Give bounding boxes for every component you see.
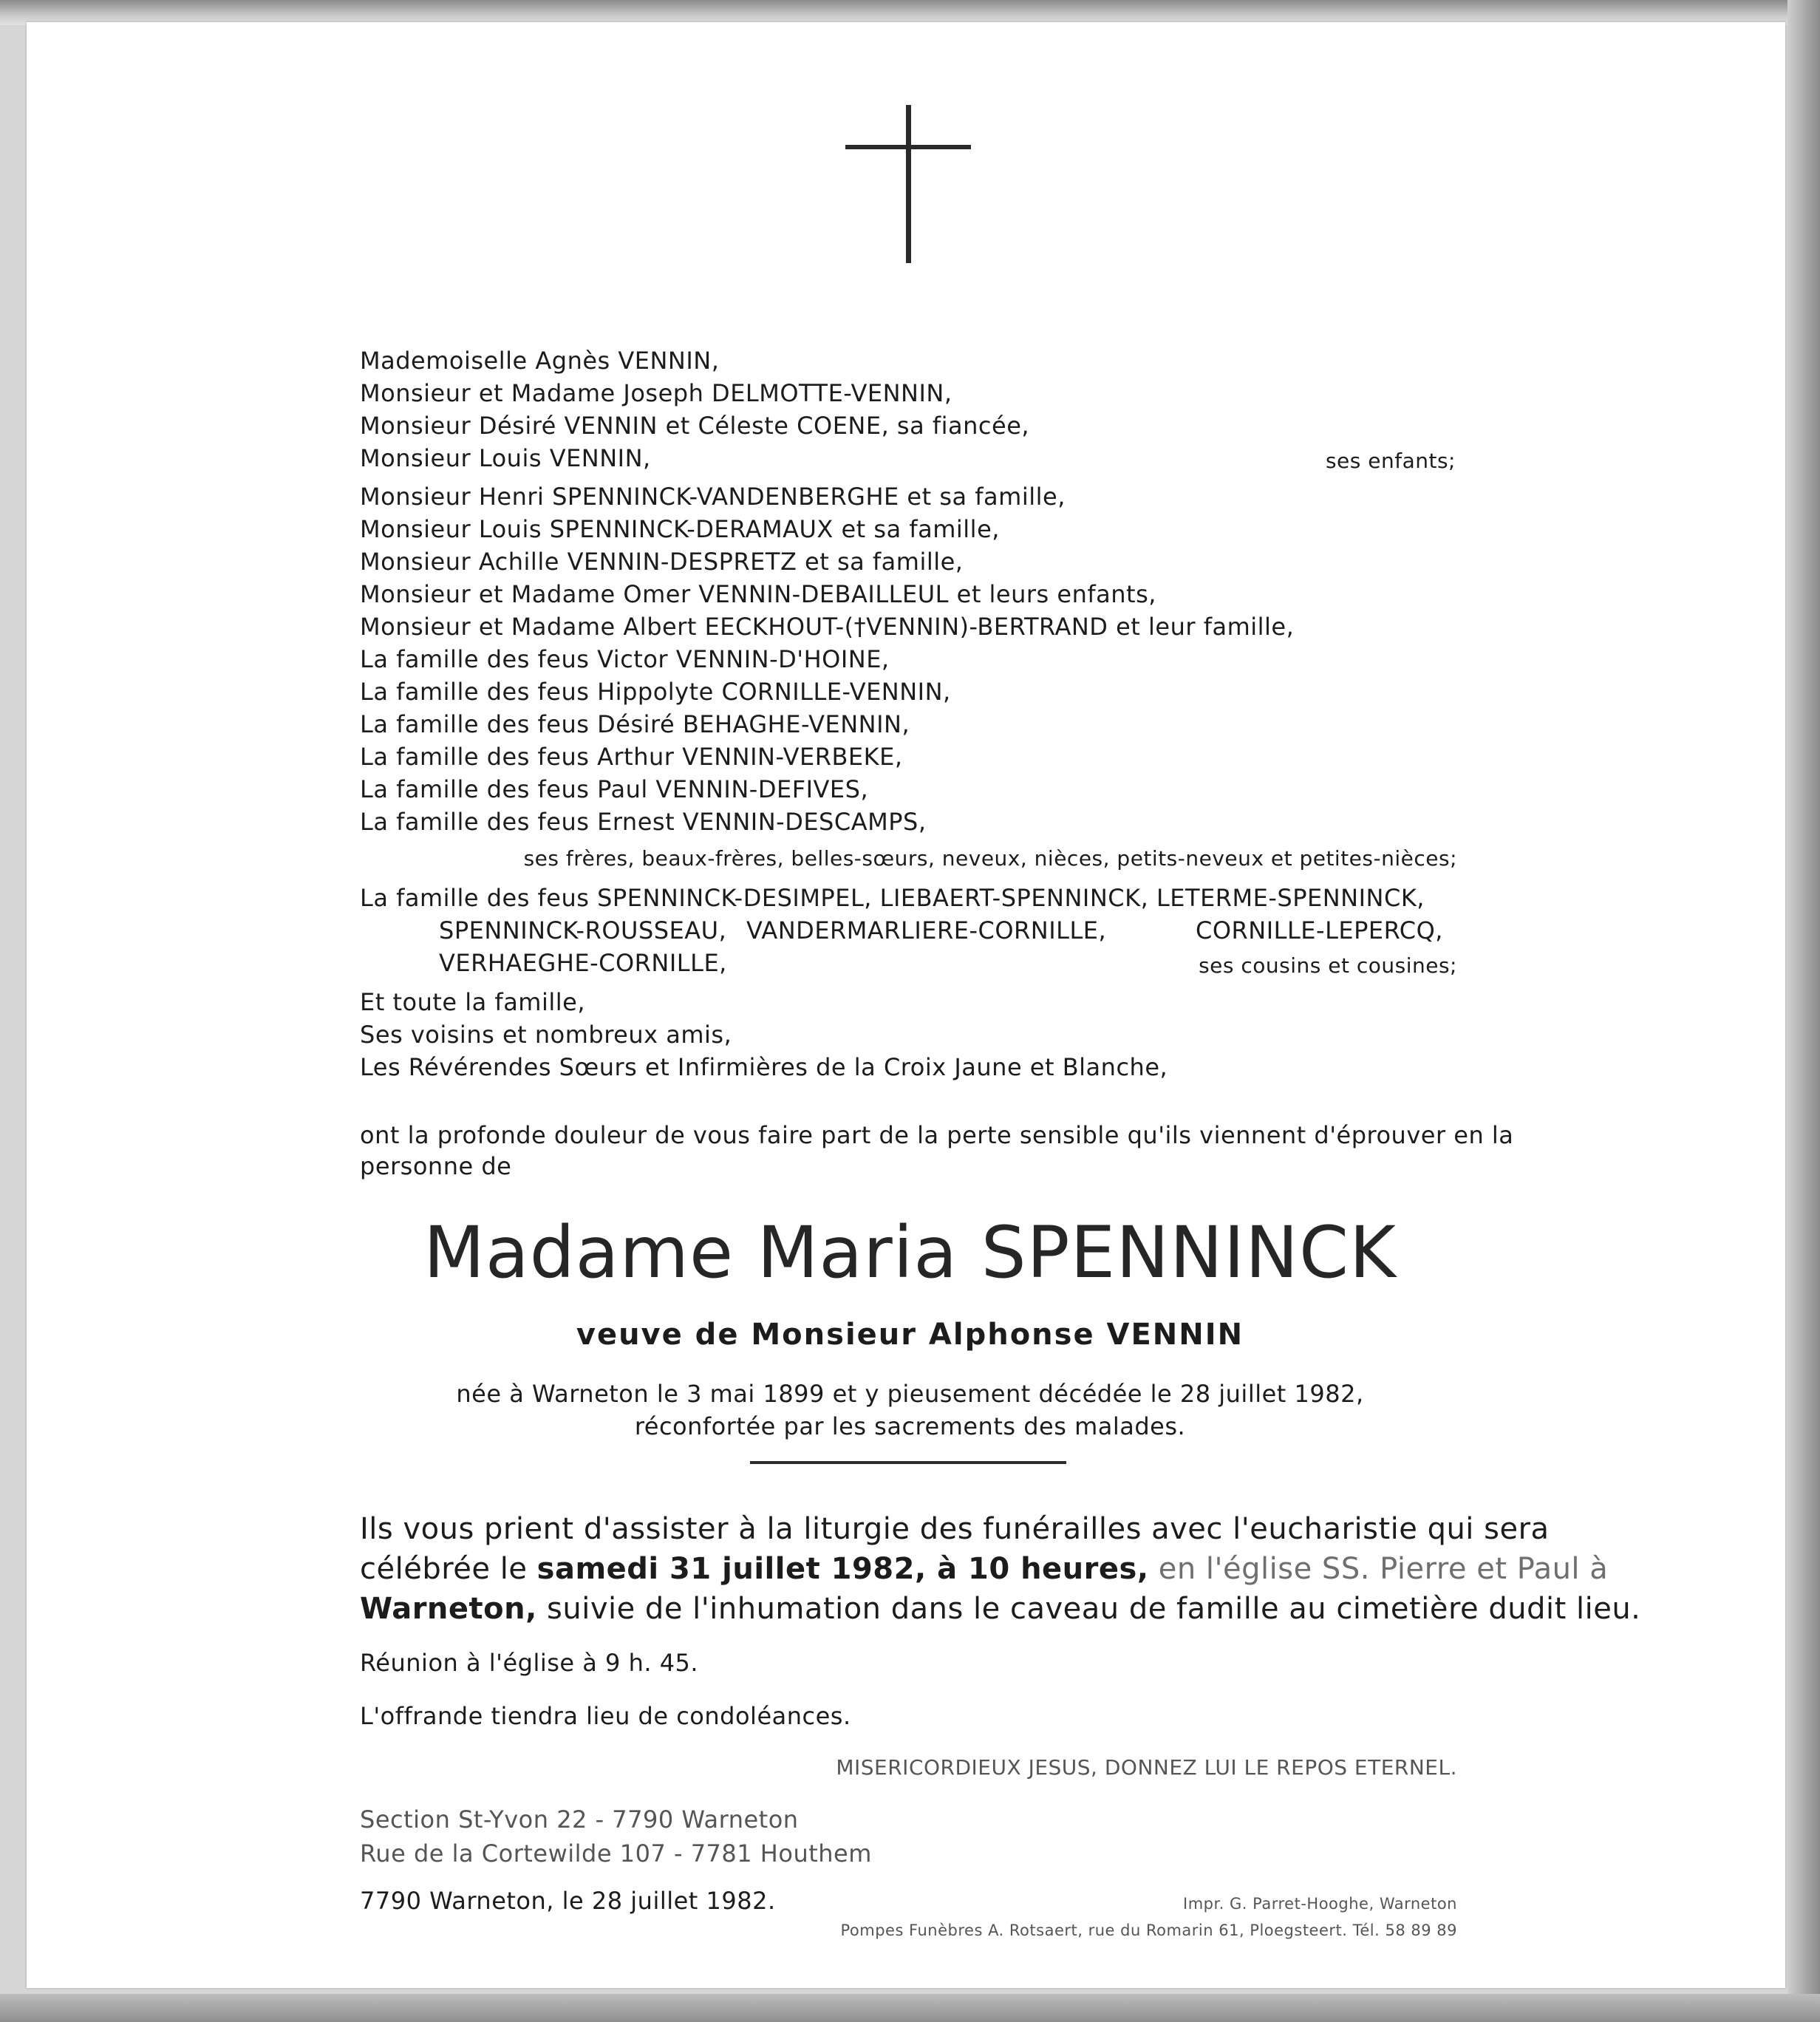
- memorial-card: [27, 22, 1785, 1988]
- sibling-line: Monsieur Louis SPENNINCK-DERAMAUX et sa famille,: [360, 515, 1000, 543]
- sibling-line: La famille des feus Arthur VENNIN-VERBEKE,: [360, 743, 903, 771]
- deceased-name: Madame Maria SPENNINCK: [423, 1211, 1397, 1294]
- family-role: ses enfants;: [1325, 449, 1456, 473]
- cousins-line: CORNILLE-LEPERCQ,: [1196, 916, 1443, 944]
- invitation-text: célébrée le: [360, 1552, 537, 1586]
- invitation-line: [360, 1589, 1640, 1629]
- cousins-line: VANDERMARLIERE-CORNILLE,: [746, 916, 1107, 944]
- invitation-line: [360, 1549, 1608, 1589]
- family-line: Monsieur et Madame Joseph DELMOTTE-VENNIN,: [360, 379, 952, 407]
- sibling-line: La famille des feus Hippolyte CORNILLE-VENNIN,: [360, 678, 951, 706]
- sibling-line: La famille des feus Ernest VENNIN-DESCAMPS,: [360, 808, 927, 836]
- birth-death-line: née à Warneton le 3 mai 1899 et y pieusement décédée le 28 juillet 1982,: [456, 1380, 1364, 1408]
- invitation-text: suivie de l'inhumation dans le caveau de famille au cimetière dudit lieu.: [536, 1592, 1641, 1626]
- scan-border-bottom: [0, 1994, 1820, 2022]
- family-line: Monsieur Louis VENNIN,: [360, 444, 651, 472]
- siblings-role: ses frères, beaux-frères, belles-sœurs, neveux, nièces, petits-neveux et petites-nièces;: [523, 846, 1457, 871]
- cousins-line: La famille des feus SPENNINCK-DESIMPEL, LIEBAERT-SPENNINCK, LETERME-SPENNINCK,: [360, 884, 1425, 912]
- sibling-line: La famille des feus Paul VENNIN-DEFIVES,: [360, 775, 869, 803]
- scan-border-top: [0, 0, 1820, 25]
- cross-vertical-bar: [906, 105, 911, 263]
- scan-border-right: [1787, 0, 1820, 2022]
- sacraments-line: réconfortée par les sacrements des malades.: [634, 1412, 1186, 1440]
- sibling-line: Monsieur et Madame Albert EECKHOUT-(†VENNIN)-BERTRAND et leur famille,: [360, 613, 1295, 641]
- widow-of: veuve de Monsieur Alphonse VENNIN: [576, 1318, 1244, 1352]
- cousins-line: VERHAEGHE-CORNILLE,: [439, 949, 727, 977]
- meeting-line: Réunion à l'église à 9 h. 45.: [360, 1649, 699, 1677]
- printer-credit: Impr. G. Parret-Hooghe, Warneton: [1183, 1895, 1457, 1913]
- cross-horizontal-bar: [845, 145, 971, 149]
- sibling-line: La famille des feus Désiré BEHAGHE-VENNIN,: [360, 710, 910, 738]
- funeral-home-credit: Pompes Funèbres A. Rotsaert, rue du Romarin 61, Ploegsteert. Tél. 58 89 89: [840, 1921, 1457, 1939]
- sibling-line: Monsieur Henri SPENNINCK-VANDENBERGHE et sa famille,: [360, 483, 1066, 511]
- divider-rule: [750, 1461, 1066, 1464]
- address-line: Rue de la Cortewilde 107 - 7781 Houthem: [360, 1839, 872, 1868]
- others-line: Ses voisins et nombreux amis,: [360, 1021, 732, 1049]
- invitation-line: [360, 1509, 1550, 1549]
- others-line: Les Révérendes Sœurs et Infirmières de la Croix Jaune et Blanche,: [360, 1053, 1168, 1081]
- prayer-line: MISERICORDIEUX JESUS, DONNEZ LUI LE REPOS ETERNEL.: [836, 1755, 1457, 1780]
- invitation-text: Ils vous prient d'assister à la liturgie des funérailles avec l'eucharistie qui sera: [360, 1512, 1550, 1546]
- others-line: Et toute la famille,: [360, 988, 585, 1016]
- cousins-line: SPENNINCK-ROUSSEAU,: [439, 916, 727, 944]
- announcement-line: ont la profonde douleur de vous faire part de la perte sensible qu'ils viennent d'éprouver en la: [360, 1121, 1514, 1149]
- funeral-place: Warneton,: [360, 1592, 537, 1626]
- address-line: Section St-Yvon 22 - 7790 Warneton: [360, 1805, 799, 1834]
- cousins-role: ses cousins et cousines;: [1199, 953, 1457, 978]
- announcement-line: personne de: [360, 1152, 512, 1180]
- offering-line: L'offrande tiendra lieu de condoléances.: [360, 1702, 851, 1730]
- sibling-line: La famille des feus Victor VENNIN-D'HOINE,: [360, 645, 890, 673]
- invitation-text: en l'église SS. Pierre et Paul à: [1148, 1552, 1609, 1586]
- place-date: 7790 Warneton, le 28 juillet 1982.: [360, 1887, 776, 1915]
- sibling-line: Monsieur Achille VENNIN-DESPRETZ et sa famille,: [360, 548, 964, 576]
- family-line: Mademoiselle Agnès VENNIN,: [360, 347, 720, 375]
- family-line: Monsieur Désiré VENNIN et Céleste COENE, sa fiancée,: [360, 412, 1030, 440]
- funeral-datetime: samedi 31 juillet 1982, à 10 heures,: [536, 1552, 1149, 1586]
- sibling-line: Monsieur et Madame Omer VENNIN-DEBAILLEUL et leurs enfants,: [360, 580, 1156, 608]
